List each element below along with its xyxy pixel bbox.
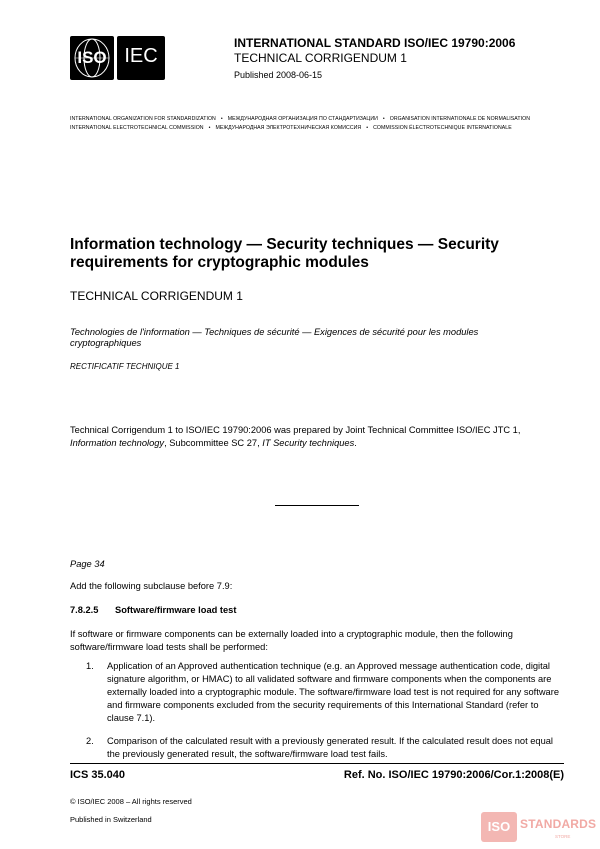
- published-date: Published 2008-06-15: [234, 70, 323, 80]
- footer-rule: [70, 763, 564, 764]
- published-location: Published in Switzerland: [70, 815, 152, 824]
- section-divider: [275, 505, 359, 506]
- technical-corrigendum-heading: TECHNICAL CORRIGENDUM 1: [70, 289, 243, 303]
- prep-subcommittee-name: IT Security techniques: [262, 438, 355, 448]
- prep-committee-name: Information technology: [70, 438, 165, 448]
- prep-text-1: Technical Corrigendum 1 to ISO/IEC 19790:2006 was prepared by Joint Technical Committee ISO/IEC JTC 1,: [70, 425, 521, 435]
- prep-text-3: .: [354, 438, 357, 448]
- reference-number: Ref. No. ISO/IEC 19790:2006/Cor.1:2008(E): [343, 769, 564, 781]
- page-reference: Page 34: [70, 559, 105, 569]
- clause-heading: [70, 605, 236, 615]
- org-iec-ru: МЕЖДУНАРОДНАЯ ЭЛЕКТРОТЕХНИЧЕСКАЯ КОМИССИЯ: [215, 125, 362, 131]
- org-iec-fr: COMMISSION ÉLECTROTECHNIQUE INTERNATIONALE: [373, 125, 512, 131]
- copyright-notice: © ISO/IEC 2008 – All rights reserved: [70, 797, 192, 806]
- list-item: [86, 735, 564, 761]
- list-item-text: Application of an Approved authentication technique (e.g. an Approved message authentication code, digital signature algorithm, or HMAC) to all validated software and firmware components when the components are externally loaded into a cryptographic module. The software/firmware load test is not required for any software and firmware components excluded from the security requirements of this International Standard (refer to clause 7.1).: [107, 661, 559, 723]
- bullet-separator: •: [382, 116, 385, 122]
- watermark-store: STORE: [555, 834, 571, 839]
- preparation-paragraph: [70, 424, 564, 450]
- french-title: Technologies de l'information — Techniques de sécurité — Exigences de sécurité pour les modules cryptographiques: [70, 327, 479, 348]
- standards-store-watermark: [481, 812, 597, 844]
- list-item-number: 1.: [86, 661, 94, 671]
- list-item-text: Comparison of the calculated result with a previously generated result. If the calculated result does not equal the previously generated result, the software/firmware load test fails.: [107, 736, 553, 759]
- org-line-1: [70, 116, 530, 122]
- standard-title: INTERNATIONAL STANDARD ISO/IEC 19790:2006: [234, 36, 516, 50]
- watermark-badge-text: ISO: [487, 819, 511, 834]
- org-iso-en: INTERNATIONAL ORGANIZATION FOR STANDARDIZATION: [70, 116, 216, 122]
- list-item: [86, 660, 564, 725]
- list-item-number: 2.: [86, 736, 94, 746]
- iec-logo-text: IEC: [124, 45, 158, 67]
- bullet-separator: •: [366, 125, 369, 131]
- org-line-2: [70, 125, 512, 131]
- french-rectificatif: RECTIFICATIF TECHNIQUE 1: [70, 362, 180, 371]
- watermark-text: STANDARDS: [520, 817, 597, 831]
- prep-text-2: , Subcommittee SC 27,: [164, 438, 263, 448]
- org-iso-fr: ORGANISATION INTERNATIONALE DE NORMALISATION: [389, 116, 531, 122]
- clause-intro: If software or firmware components can be externally loaded into a cryptographic module, then the following software/firmware load tests shall be performed:: [70, 629, 513, 652]
- org-iso-ru: МЕЖДУНАРОДНАЯ ОРГАНИЗАЦИЯ ПО СТАНДАРТИЗАЦИИ: [227, 116, 378, 122]
- watermark-badge: [481, 812, 517, 842]
- iso-logo: [70, 36, 114, 80]
- iso-logo-text: ISO: [77, 48, 107, 67]
- bullet-separator: •: [220, 116, 223, 122]
- document-title: Information technology — Security techniques — Security requirements for cryptographic modules: [70, 236, 499, 271]
- corrigendum-label: TECHNICAL CORRIGENDUM 1: [234, 51, 407, 65]
- clause-title: Software/firmware load test: [115, 605, 237, 615]
- iec-logo: [117, 36, 165, 80]
- clause-number: 7.8.2.5: [70, 605, 99, 615]
- add-instruction: Add the following subclause before 7.9:: [70, 581, 233, 591]
- org-iec-en: INTERNATIONAL ELECTROTECHNICAL COMMISSION: [70, 125, 204, 131]
- bullet-separator: •: [208, 125, 211, 131]
- ics-code: ICS 35.040: [70, 769, 126, 781]
